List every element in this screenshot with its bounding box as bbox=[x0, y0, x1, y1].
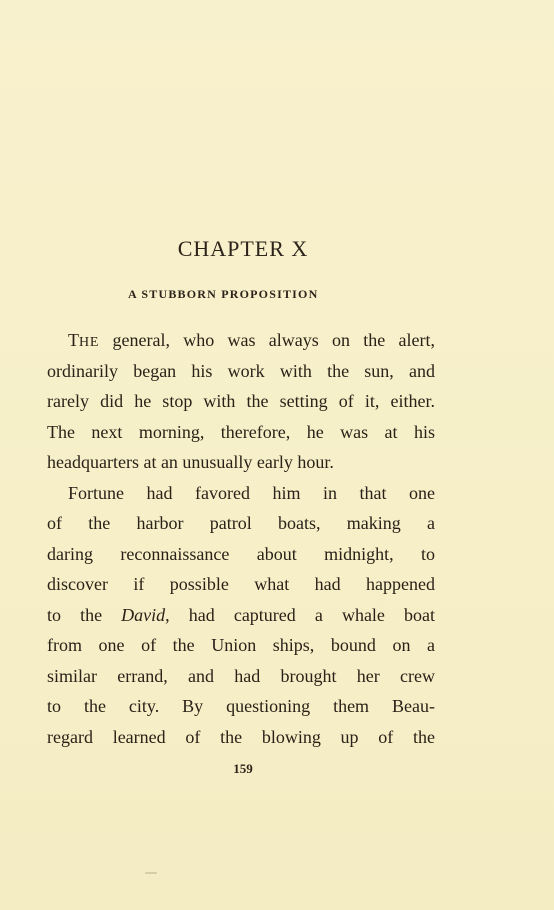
body-line-1 bbox=[47, 325, 435, 356]
body-line-13: to the city. By questioning them Beau- bbox=[47, 696, 435, 716]
body-text bbox=[47, 325, 435, 752]
body-line-8: daring reconnaissance about midnight, to bbox=[47, 543, 435, 564]
body-line-10 bbox=[47, 600, 435, 631]
body-line-12: similar errand, and had brought her crew bbox=[47, 665, 435, 686]
ship-name: David bbox=[121, 604, 166, 625]
chapter-subtitle: A STUBBORN PROPOSITION bbox=[128, 287, 319, 301]
small-caps-word: HE bbox=[79, 335, 100, 350]
body-line-text: , had captured a whale boat bbox=[165, 604, 435, 625]
body-line-11: from one of the Union ships, bound on a bbox=[47, 635, 435, 655]
body-line-6: Fortune had favored him in that one bbox=[68, 482, 435, 503]
paper-speck bbox=[145, 872, 157, 874]
page-number: 159 bbox=[233, 761, 253, 776]
chapter-title: CHAPTER X bbox=[177, 236, 309, 261]
body-line-3: rarely did he stop with the setting of it, either. bbox=[47, 391, 435, 411]
body-line-9: discover if possible what had happened bbox=[47, 574, 435, 594]
body-line-2: ordinarily began his work with the sun, and bbox=[47, 360, 435, 381]
drop-cap-letter: T bbox=[68, 330, 79, 350]
body-line-5: headquarters at an unusually early hour. bbox=[47, 452, 334, 472]
body-line-7: of the harbor patrol boats, making a bbox=[47, 513, 435, 533]
body-line-text: to the bbox=[47, 604, 103, 625]
body-line-text: general, who was always on the alert, bbox=[112, 330, 436, 350]
body-line-4: The next morning, therefore, he was at his bbox=[47, 421, 435, 442]
body-line-14: regard learned of the blowing up of the bbox=[47, 726, 435, 747]
